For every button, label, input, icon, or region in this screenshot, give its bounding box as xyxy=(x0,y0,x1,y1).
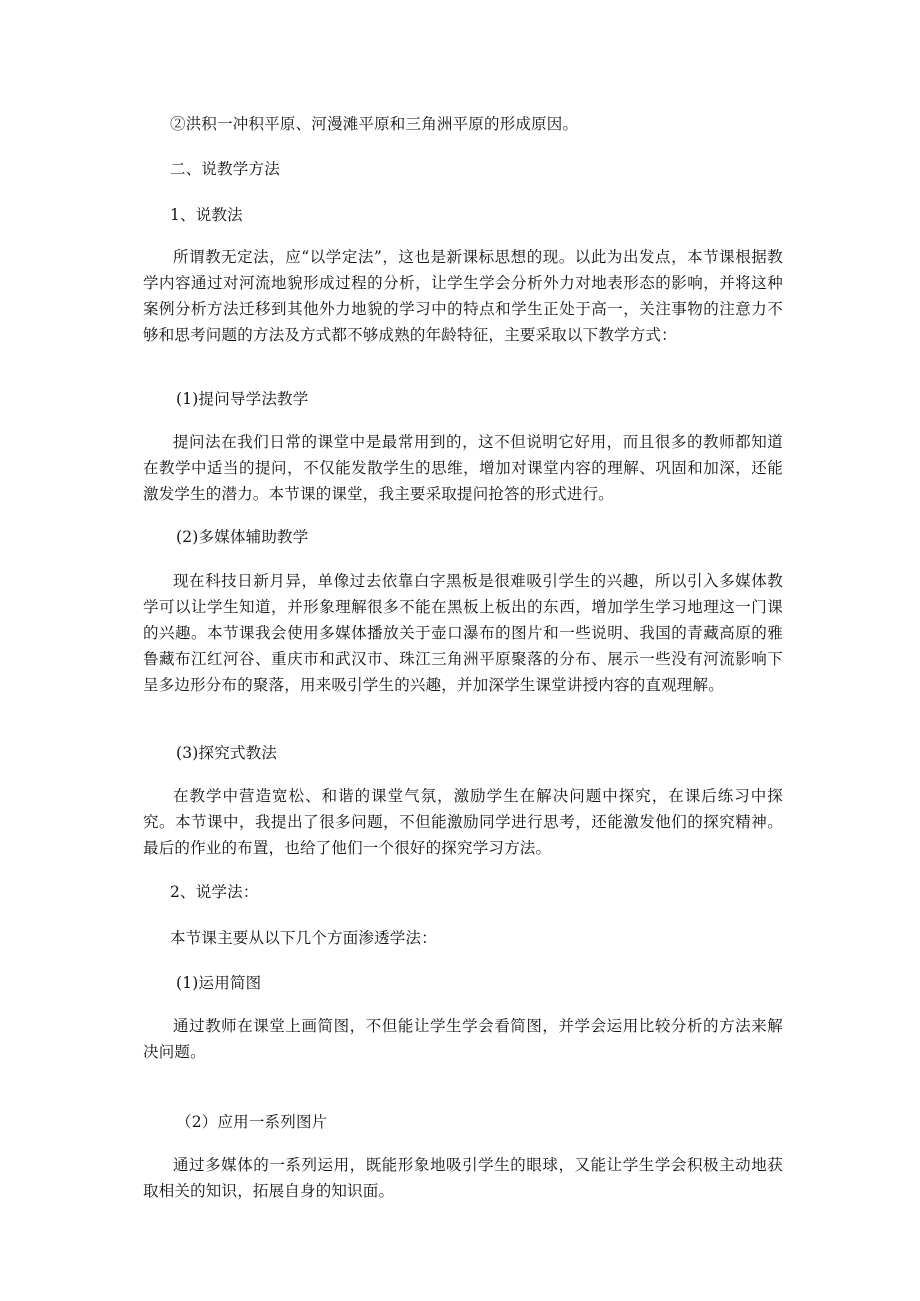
method-3-title: (3)探究式教法 xyxy=(176,744,278,762)
method-1-paragraph: 提问法在我们日常的课堂中是最常用到的，这不但说明它好用，而且很多的教师都知道在教学中适当的提问，不仅能发散学生的思维，增加对课堂内容的理解、巩固和加深，还能激发学生的潜力。本节课的课堂，我主要采取提问抢答的形式进行。 xyxy=(143,433,783,503)
subsection-heading-learning: 2、说学法： xyxy=(170,883,259,901)
subsection-heading-teaching: 1、说教法 xyxy=(170,206,243,224)
paragraph-teaching-method: 所谓教无定法，应“以学定法”，这也是新课标思想的现。以此为出发点，本节课根据教学内容通过对河流地貌形成过程的分析，让学生学会分析外力对地表形态的影响，并将这种案例分析方法迁移到其他外力地貌的学习中的特点和学生正处于高一，关注事物的注意力不够和思考问题的方法及方式都不够成熟的年龄特征，主要采取以下教学方式： xyxy=(143,248,783,344)
method-2-paragraph: 现在科技日新月异，单像过去依靠白字黑板是很难吸引学生的兴趣，所以引入多媒体教学可以让学生知道，并形象理解很多不能在黑板上板出的东西，增加学生学习地理这一门课的兴趣。本节课我会使用多媒体播放关于壶口瀑布的图片和一些说明、我国的青藏高原的雅鲁藏布江红河谷、重庆市和武汉市、珠江三角洲平原聚落的分布、展示一些没有河流影响下呈多边形分布的聚落，用来吸引学生的兴趣，并加深学生课堂讲授内容的直观理解。 xyxy=(143,572,783,694)
learn-1-title: (1)运用简图 xyxy=(176,974,262,992)
learn-2-title: （2）应用一系列图片 xyxy=(176,1113,328,1131)
section-heading: 二、说教学方法 xyxy=(170,160,280,178)
learn-1-paragraph: 通过教师在课堂上画简图，不但能让学生学会看简图，并学会运用比较分析的方法来解决问题。 xyxy=(143,1017,783,1061)
method-3-paragraph: 在教学中营造宽松、和谐的课堂气氛，激励学生在解决问题中探究，在课后练习中探究。本节课中，我提出了很多问题，不但能激励同学进行思考，还能激发他们的探究精神。最后的作业的布置，也给了他们一个很好的探究学习方法。 xyxy=(143,787,783,857)
method-1-title: (1)提问导学法教学 xyxy=(176,390,309,408)
learn-2-paragraph: 通过多媒体的一系列运用，既能形象地吸引学生的眼球，又能让学生学会积极主动地获取相关的知识，拓展自身的知识面。 xyxy=(143,1156,783,1200)
learning-intro: 本节课主要从以下几个方面渗透学法： xyxy=(170,929,437,947)
method-2-title: (2)多媒体辅助教学 xyxy=(176,528,309,546)
intro-line: ②洪积一冲积平原、河漫滩平原和三角洲平原的形成原因。 xyxy=(170,115,579,133)
